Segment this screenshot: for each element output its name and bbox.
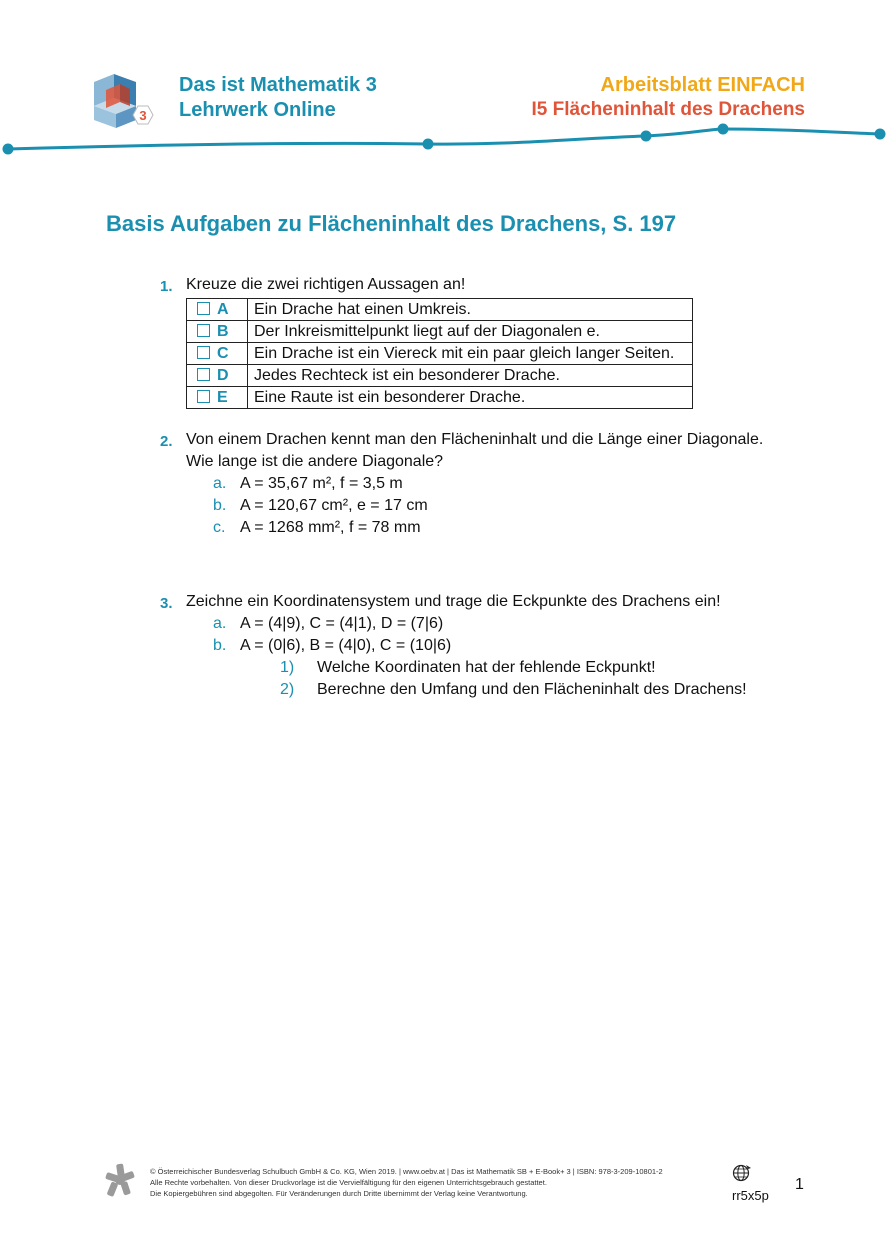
footer-rights: Alle Rechte vorbehalten. Von dieser Druckvorlage ist die Vervielfältigung für den eigenen Unterrichtsgebrauch gestattet. xyxy=(150,1178,547,1187)
option-text: Ein Drache ist ein Viereck mit ein paar gleich langer Seiten. xyxy=(248,343,693,365)
task2-item-text: A = 120,67 cm², e = 17 cm xyxy=(240,497,428,514)
task3-number: 3. xyxy=(160,595,173,612)
option-letter: A xyxy=(217,300,229,318)
option-letter: B xyxy=(217,322,229,340)
task3-subitem-text: Berechne den Umfang und den Flächeninhalt des Drachens! xyxy=(317,681,747,698)
choice-row-d xyxy=(187,365,693,387)
page-number: 1 xyxy=(795,1176,804,1193)
choice-row-e xyxy=(187,387,693,409)
globe-link-icon[interactable] xyxy=(732,1163,752,1183)
logo-number: 3 xyxy=(139,108,147,123)
task1-number: 1. xyxy=(160,278,173,295)
task2-item-text: A = 1268 mm², f = 78 mm xyxy=(240,519,421,536)
checkbox-a[interactable] xyxy=(197,302,210,315)
task2-item-text: A = 35,67 m², f = 3,5 m xyxy=(240,475,403,492)
choice-row-b xyxy=(187,321,693,343)
task2-item-letter: a. xyxy=(213,475,227,492)
page-title: Basis Aufgaben zu Flächeninhalt des Drachens, S. 197 xyxy=(106,211,677,236)
choice-row-c xyxy=(187,343,693,365)
online-code: rr5x5p xyxy=(732,1188,769,1203)
choice-row-a xyxy=(187,299,693,321)
option-text: Ein Drache hat einen Umkreis. xyxy=(248,299,693,321)
task3-subitem-number: 1) xyxy=(280,659,295,676)
option-text: Der Inkreismittelpunkt liegt auf der Diagonalen e. xyxy=(248,321,693,343)
checkbox-c[interactable] xyxy=(197,346,210,359)
task3-item-letter: a. xyxy=(213,615,227,632)
task3-subitem-number: 2) xyxy=(280,681,295,698)
task2-number: 2. xyxy=(160,433,173,450)
publisher-logo-icon xyxy=(104,1163,136,1197)
task3-text: Zeichne ein Koordinatensystem und trage die Eckpunkte des Drachens ein! xyxy=(186,593,721,610)
task3-item-text: A = (0|6), B = (4|0), C = (10|6) xyxy=(240,637,452,654)
option-letter: E xyxy=(217,388,228,406)
task3-item-text: A = (4|9), C = (4|1), D = (7|6) xyxy=(240,615,444,632)
footer-disclaimer: Die Kopiergebühren sind abgegolten. Für Veränderungen durch Dritte übernimmt der Verlag keine Verantwortung. xyxy=(150,1189,528,1198)
task3-item-letter: b. xyxy=(213,637,227,654)
brand-title: Das ist Mathematik 3 xyxy=(179,74,377,96)
option-letter: C xyxy=(217,344,229,362)
choices-table xyxy=(186,298,693,409)
task1-text: Kreuze die zwei richtigen Aussagen an! xyxy=(186,276,466,293)
option-text: Eine Raute ist ein besonderer Drache. xyxy=(248,387,693,409)
option-text: Jedes Rechteck ist ein besonderer Drache. xyxy=(248,365,693,387)
task2-line2: Wie lange ist die andere Diagonale? xyxy=(186,453,444,470)
footer-copyright: © Österreichischer Bundesverlag Schulbuch GmbH & Co. KG, Wien 2019. | www.oebv.at | Das ist Mathematik SB + E-Book+ 3 | ISBN: 978-3-209-10801-2 xyxy=(150,1167,663,1176)
task3-subitem-text: Welche Koordinaten hat der fehlende Eckpunkt! xyxy=(317,659,656,676)
sheet-topic: I5 Flächeninhalt des Drachens xyxy=(531,99,805,120)
option-letter: D xyxy=(217,366,229,384)
task2-line1: Von einem Drachen kennt man den Flächeninhalt und die Länge einer Diagonale. xyxy=(186,431,764,448)
sheet-type: Arbeitsblatt EINFACH xyxy=(600,74,805,96)
header-wave-line xyxy=(0,118,890,158)
checkbox-d[interactable] xyxy=(197,368,210,381)
brand-subtitle: Lehrwerk Online xyxy=(179,99,336,121)
checkbox-b[interactable] xyxy=(197,324,210,337)
checkbox-e[interactable] xyxy=(197,390,210,403)
task2-item-letter: c. xyxy=(213,519,226,536)
task2-item-letter: b. xyxy=(213,497,227,514)
